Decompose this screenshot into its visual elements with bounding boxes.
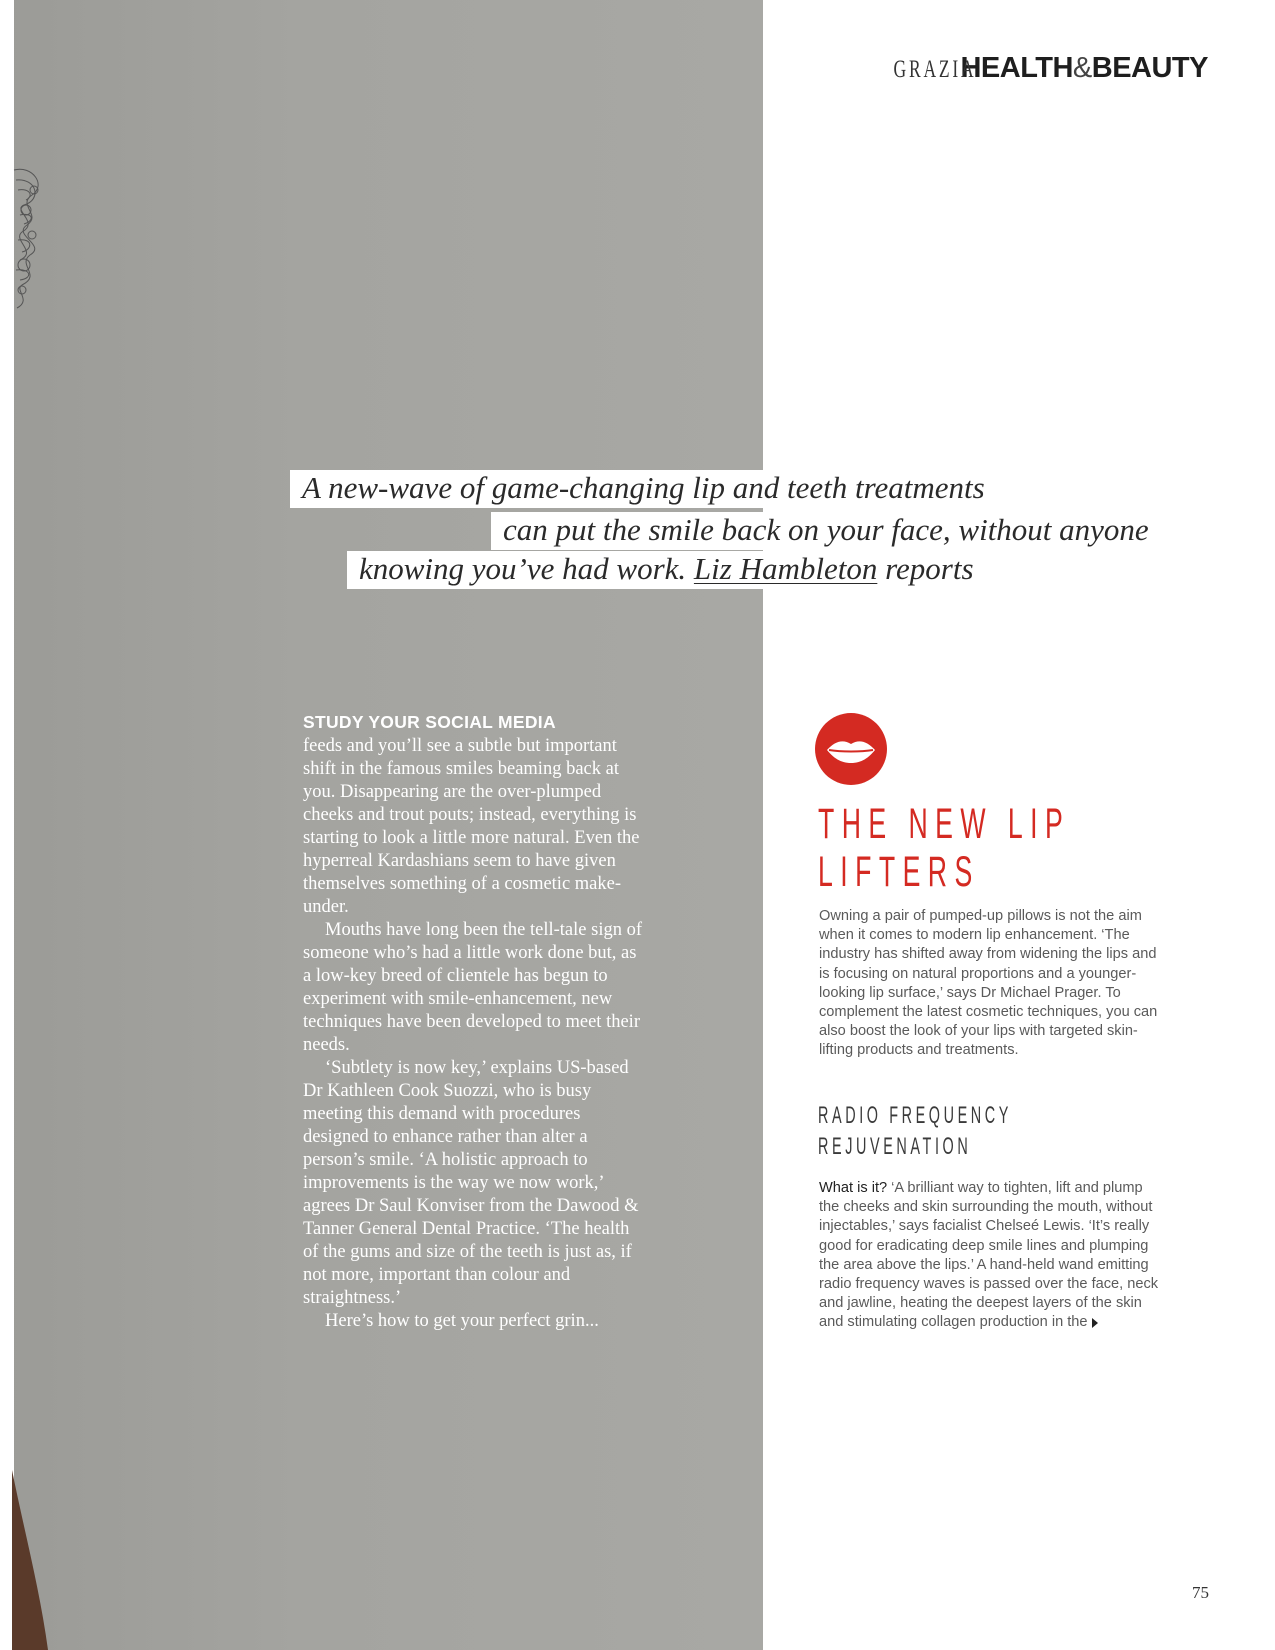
standfirst-line-2: can put the smile back on your face, without anyone (491, 512, 1157, 550)
sidebar-body: What is it? ‘A brilliant way to tighten, lift and plump the cheeks and skin surrounding the mouth, without injectables,’ says facialist Chelseé Lewis. ‘It’s really good for eradicating deep smile lines and plumping the area above the lips.’ A hand-held wand emitting radio frequency waves is passed over the face, neck and jawline, heating the deepest layers of the skin and stimulating collagen production in the (819, 1180, 1159, 1331)
body-paragraph-3: ‘Subtlety is now key,’ explains US-based Dr Kathleen Cook Suozzi, who is busy meeting this demand with procedures designed to enhance rather than alter a person’s smile. ‘A holistic approach to improvements is the way we now work,’ agrees Dr Saul Konviser from the Dawood & Tanner General Dental Practice. ‘The health of the gums and size of the teeth is just as, if not more, important than colour and straightness.’ (303, 1058, 639, 1308)
article-body (303, 711, 643, 1333)
body-paragraph-1: STUDY YOUR SOCIAL MEDIA feeds and you’ll see a subtle but important shift in the famous smiles beaming back at you. Disappearing are the over-plumped cheeks and trout pouts; instead, everything is starting to look a little more natural. Even the hyperreal Kardashians seem to have given themselves something of a cosmetic make-under. (303, 712, 640, 917)
author-byline: Liz Hambleton (693, 551, 878, 586)
question-label: What is it? (819, 1180, 888, 1196)
body-paragraph-4: Here’s how to get your perfect grin... (325, 1311, 599, 1331)
sidebar-subheading: RADIO FREQUENCY REJUVENATION (818, 1102, 1013, 1160)
sidebar-intro: Owning a pair of pumped-up pillows is not the aim when it comes to modern lip enhancement. ‘The industry has shifted away from widening the lips and is focusing on natural proportions and a younger-looking lip surface,’ says Dr Michael Prager. To complement the latest cosmetic techniques, you can also boost the look of your lips with targeted skin-lifting products and treatments. (819, 908, 1158, 1059)
sidebar-title: THE NEW LIP LIFTERS (818, 800, 1071, 896)
shoulder-photo-detail (12, 1470, 52, 1650)
lips-icon (815, 713, 887, 785)
page-number: 75 (1192, 1583, 1209, 1602)
brand-name: GRAZIA (893, 56, 977, 83)
continue-arrow-icon (1092, 1318, 1098, 1328)
masthead (858, 52, 1208, 85)
section-title: HEALTH&BEAUTY (960, 52, 1208, 84)
standfirst-line-1: A new-wave of game-changing lip and teeth treatments (290, 470, 993, 508)
hair-sketch-illustration (12, 160, 52, 310)
lead-in: STUDY YOUR SOCIAL MEDIA (303, 712, 556, 732)
standfirst-line-3: knowing you’ve had work. Liz Hambleton reports (347, 551, 982, 589)
body-paragraph-2: Mouths have long been the tell-tale sign of someone who’s had a little work done but, as a low-key breed of clientele has begun to experiment with smile-enhancement, new techniques have been developed to meet their needs. (303, 920, 642, 1055)
